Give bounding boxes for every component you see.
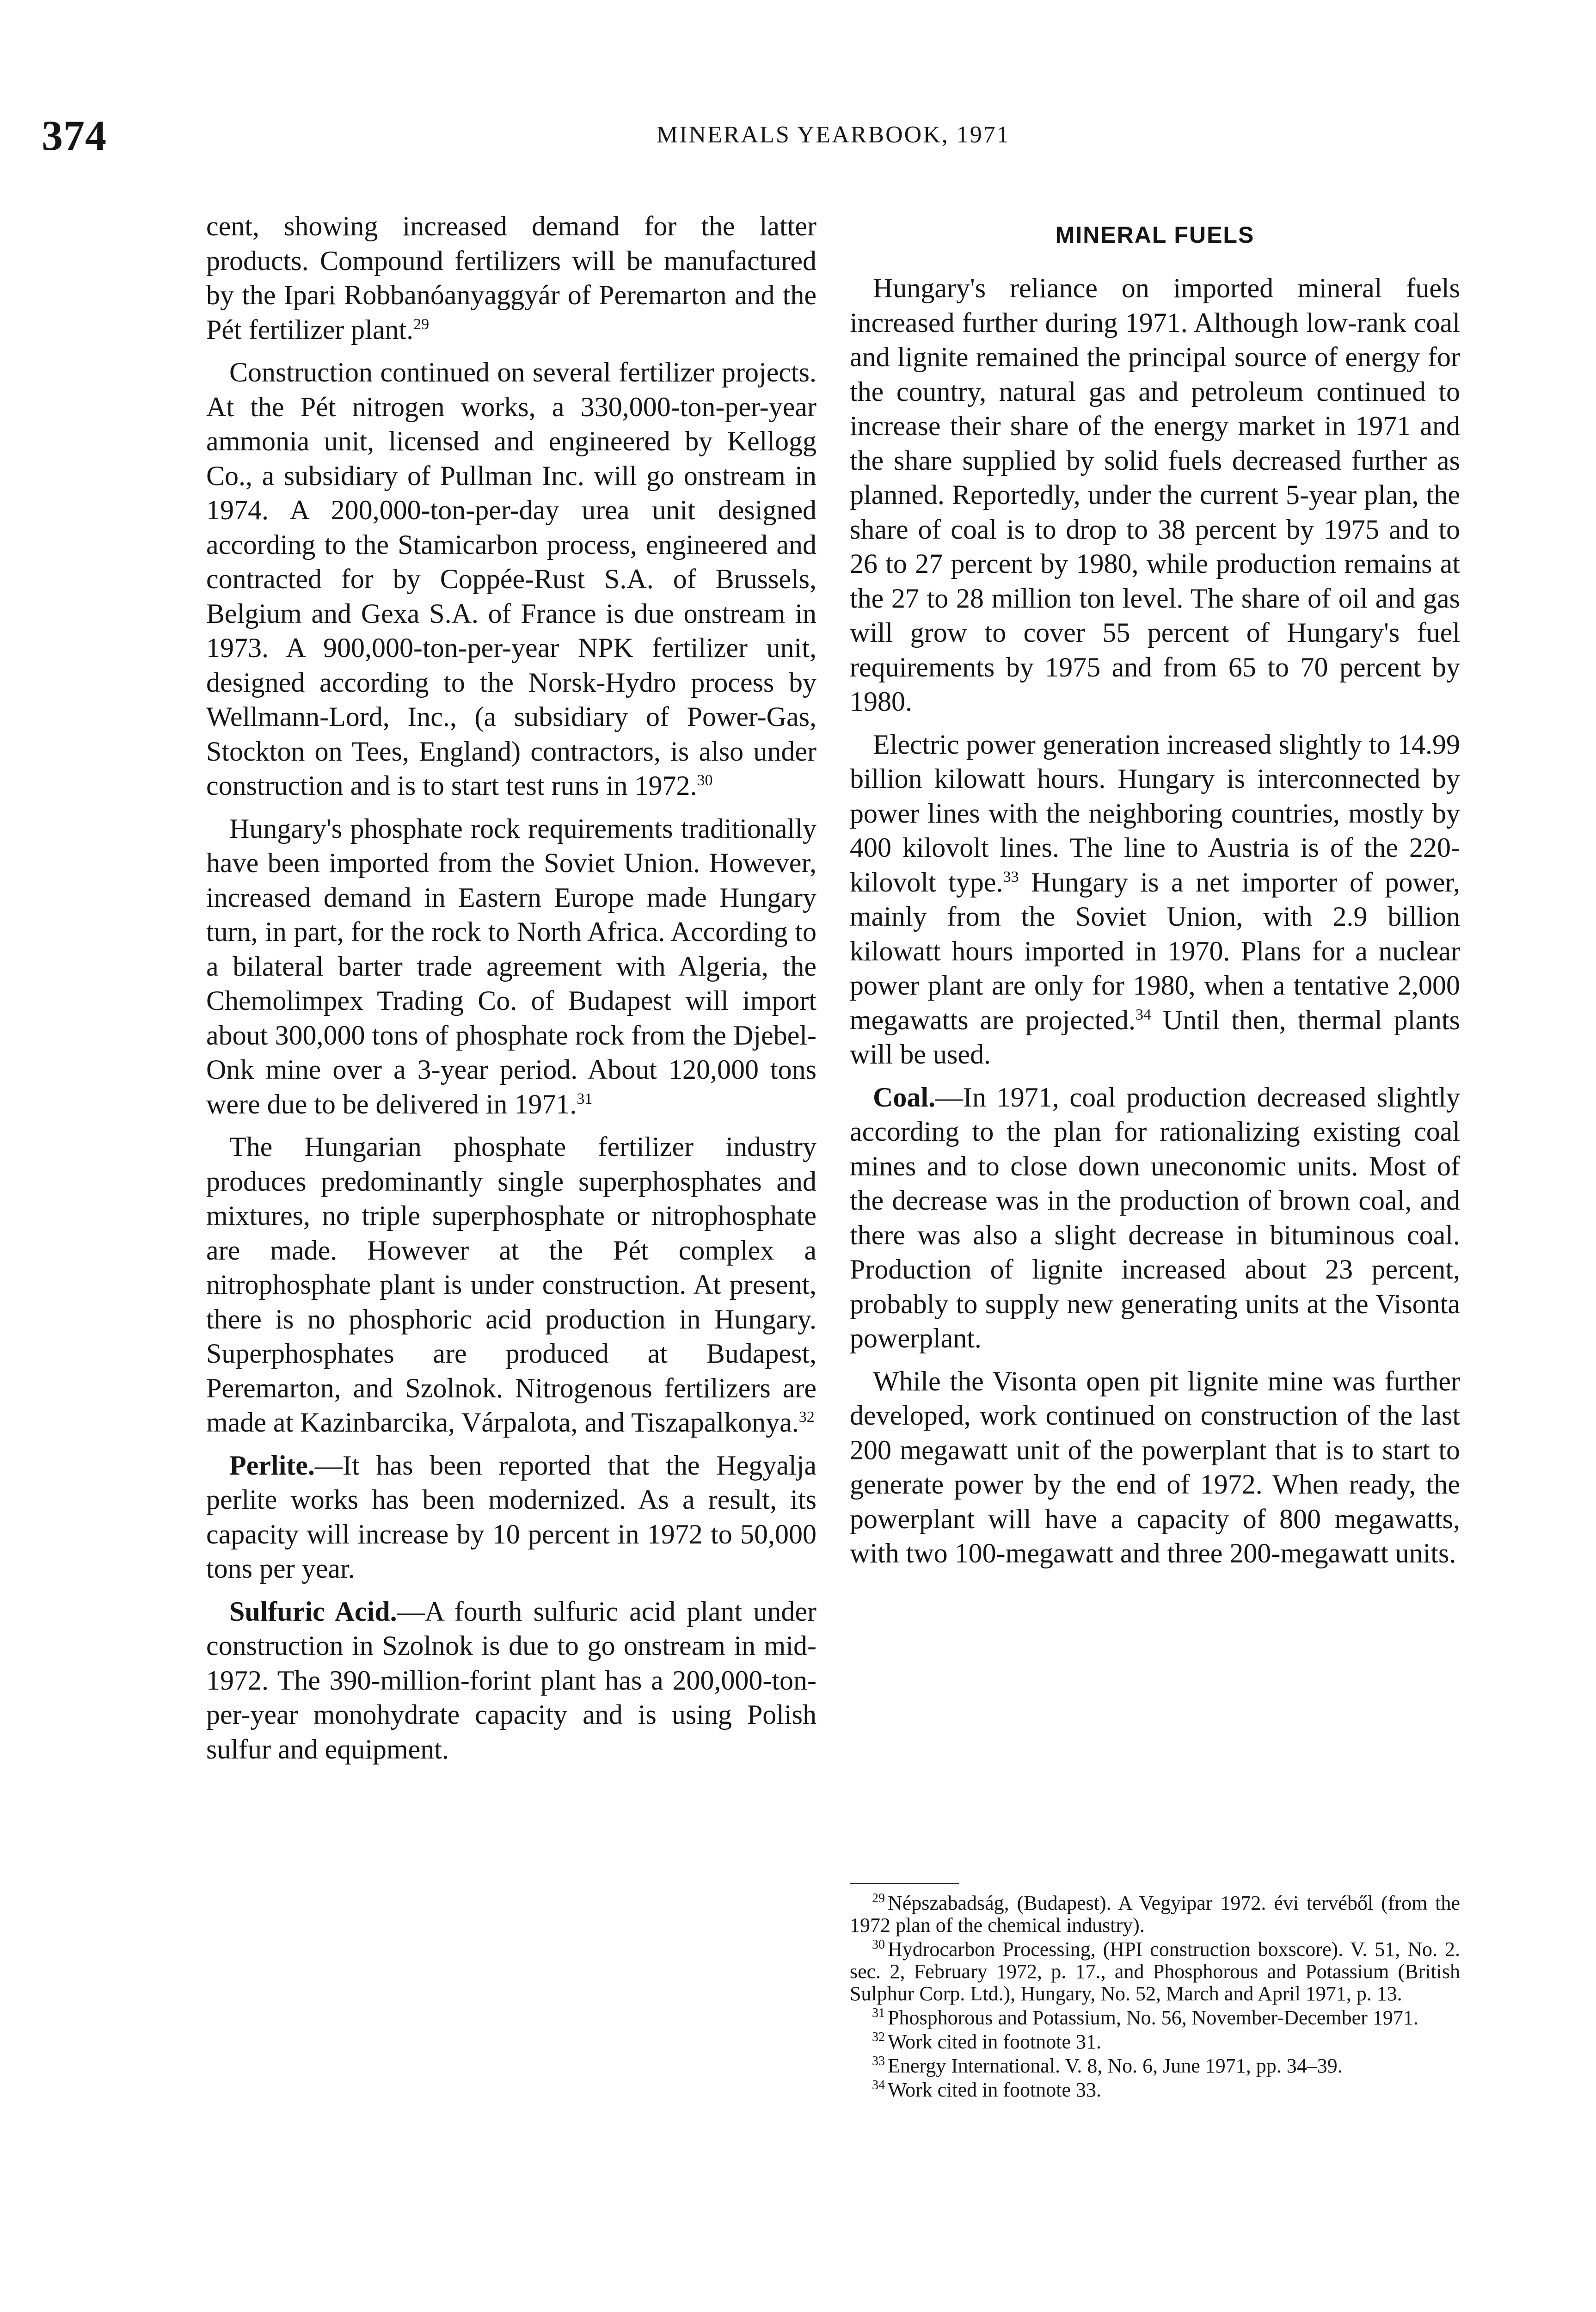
footnote-text: Hydrocarbon Processing, (HPI construction boxscore). V. 51, No. 2. sec. 2, February 1972, p. 17., and Phosphorous and Potassium (British Sulphur Corp. Ltd.), Hungary, No. 52, March and April 1971, p. 13. xyxy=(850,1938,1460,2005)
footnote xyxy=(850,2031,1460,2053)
footnote-ref: 34 xyxy=(1135,1006,1151,1023)
footnote-number: 32 xyxy=(872,2030,885,2045)
paragraph-text: —A fourth sulfuric acid plant under construction in Szolnok is due to go onstream in mid-1972. The 390-million-forint plant has a 200,000-ton-per-year monohydrate capacity and is using Polish sulfur and equipment. xyxy=(206,1596,816,1765)
footnote-number: 29 xyxy=(872,1891,885,1906)
footnote-number: 34 xyxy=(872,2078,885,2093)
footnote-text: Work cited in footnote 33. xyxy=(888,2078,1102,2101)
paragraph-text: Electric power generation increased slightly to 14.99 billion kilowatt hours. Hungary is interconnected by power lines with the neighboring countries, mostly by 400 kilovolt lines. The line to Austria is of the 220-kilovolt type. xyxy=(850,729,1460,898)
footnote-text: Népszabadság, (Budapest). A Vegyipar 1972. évi tervéből (from the 1972 plan of the chemical industry). xyxy=(850,1892,1460,1937)
run-in-heading: Perlite. xyxy=(229,1450,315,1481)
left-column xyxy=(206,209,816,1775)
right-column xyxy=(850,221,1460,1579)
footnote-number: 33 xyxy=(872,2054,885,2069)
footnote-ref: 32 xyxy=(798,1408,815,1426)
footnote xyxy=(850,1892,1460,1937)
paragraph-text: —It has been reported that the Hegyalja perlite works has been modernized. As a result, its capacity will increase by 10 percent in 1972 to 50,000 tons per year. xyxy=(206,1450,816,1584)
paragraph-text: Hungary's reliance on imported mineral fuels increased further during 1971. Although low-rank coal and lignite remained the principal source of energy for the country, natural gas and petroleum continued to increase their share of the energy market in 1971 and the share supplied by solid fuels decreased further as planned. Reportedly, under the current 5-year plan, the share of coal is to drop to 38 percent by 1975 and to 26 to 27 percent by 1980, while production remains at the 27 to 28 million ton level. The share of oil and gas will grow to cover 55 percent of Hungary's fuel requirements by 1975 and from 65 to 70 percent by 1980. xyxy=(850,273,1460,717)
footnote-divider xyxy=(850,1883,959,1884)
paragraph-text: cent, showing increased demand for the latter products. Compound fertilizers will be manufactured by the Ipari Robbanóanyaggyár of Peremarton and the Pét fertilizer plant. xyxy=(206,211,816,345)
section-heading: MINERAL FUELS xyxy=(1055,222,1255,248)
footnote-text: Work cited in footnote 31. xyxy=(888,2030,1102,2053)
paragraph xyxy=(850,1364,1460,1571)
footnote-ref: 30 xyxy=(697,772,713,789)
paragraph-text: Hungary's phosphate rock requirements traditionally have been imported from the Soviet Union. However, increased demand in Eastern Europe made Hungary turn, in part, for the rock to North Africa. According to a bilateral barter trade agreement with Algeria, the Chemolimpex Trading Co. of Budapest will import about 300,000 tons of phosphate rock from the Djebel-Onk mine over a 3-year period. About 120,000 tons were due to be delivered in 1971. xyxy=(206,813,816,1119)
paragraph-text: The Hungarian phosphate fertilizer industry produces predominantly single superphosphates and mixtures, no triple superphosphate or nitrophosphate are made. However at the Pét complex a nitrophosphate plant is under construction. At present, there is no phosphoric acid production in Hungary. Superphosphates are produced at Budapest, Peremarton, and Szolnok. Nitrogenous fertilizers are made at Kazinbarcika, Várpalota, and Tiszapalkonya. xyxy=(206,1131,816,1438)
paragraph-text: While the Visonta open pit lignite mine was further developed, work continued on construction of the last 200 megawatt unit of the powerplant that is to start to generate power by the end of 1972. When ready, the powerplant will have a capacity of 800 megawatts, with two 100-megawatt and three 200-megawatt units. xyxy=(850,1365,1460,1568)
footnote xyxy=(850,2055,1460,2077)
paragraph xyxy=(206,355,816,803)
paragraph-text: Hungary is a net importer of power, mainly from the Soviet Union, with 2.9 billion kilowatt hours imported in 1970. Plans for a nuclear power plant are only for 1980, when a tentative 2,000 megawatts are projected. xyxy=(850,867,1460,1035)
paragraph-text: Until then, thermal plants will be used. xyxy=(850,1004,1460,1070)
paragraph xyxy=(206,1130,816,1440)
footnote xyxy=(850,1938,1460,2005)
footnote-ref: 33 xyxy=(1003,868,1019,885)
running-head: MINERALS YEARBOOK, 1971 xyxy=(657,122,1010,148)
paragraph xyxy=(206,209,816,347)
run-in-heading: Coal. xyxy=(873,1082,935,1113)
footnote-ref: 31 xyxy=(577,1090,593,1107)
footnote xyxy=(850,2079,1460,2101)
page-number: 374 xyxy=(42,112,107,159)
footnote-text: Phosphorous and Potassium, No. 56, November-December 1971. xyxy=(888,2006,1418,2029)
coal-paragraph xyxy=(850,1080,1460,1356)
paragraph xyxy=(850,271,1460,719)
footnote xyxy=(850,2007,1460,2029)
footnote-number: 30 xyxy=(872,1937,885,1952)
footnote-number: 31 xyxy=(872,2006,885,2021)
footnote-text: Energy International. V. 8, No. 6, June 1971, pp. 34–39. xyxy=(888,2054,1343,2077)
footnote-ref: 29 xyxy=(413,315,430,333)
run-in-heading: Sulfuric Acid. xyxy=(229,1596,397,1627)
perlite-paragraph xyxy=(206,1448,816,1586)
paragraph xyxy=(206,812,816,1122)
footnotes xyxy=(850,1892,1460,2103)
sulfuric-acid-paragraph xyxy=(206,1594,816,1767)
paragraph xyxy=(850,727,1460,1072)
paragraph-text: —In 1971, coal production decreased slightly according to the plan for rationalizing existing coal mines and to close down uneconomic units. Most of the decrease was in the production of brown coal, and there was also a slight decrease in bituminous coal. Production of lignite increased about 23 percent, probably to supply new generating units at the Visonta powerplant. xyxy=(850,1082,1460,1353)
paragraph-text: Construction continued on several fertilizer projects. At the Pét nitrogen works, a 330,000-ton-per-year ammonia unit, licensed and engineered by Kellogg Co., a subsidiary of Pullman Inc. will go onstream in 1974. A 200,000-ton-per-day urea unit designed according to the Stamicarbon process, engineered and contracted for by Coppée-Rust S.A. of Brussels, Belgium and Gexa S.A. of France is due onstream in 1973. A 900,000-ton-per-year NPK fertilizer unit, designed according to the Norsk-Hydro process by Wellmann-Lord, Inc., (a subsidiary of Power-Gas, Stockton on Tees, England) contractors, is also under construction and is to start test runs in 1972. xyxy=(206,357,816,801)
